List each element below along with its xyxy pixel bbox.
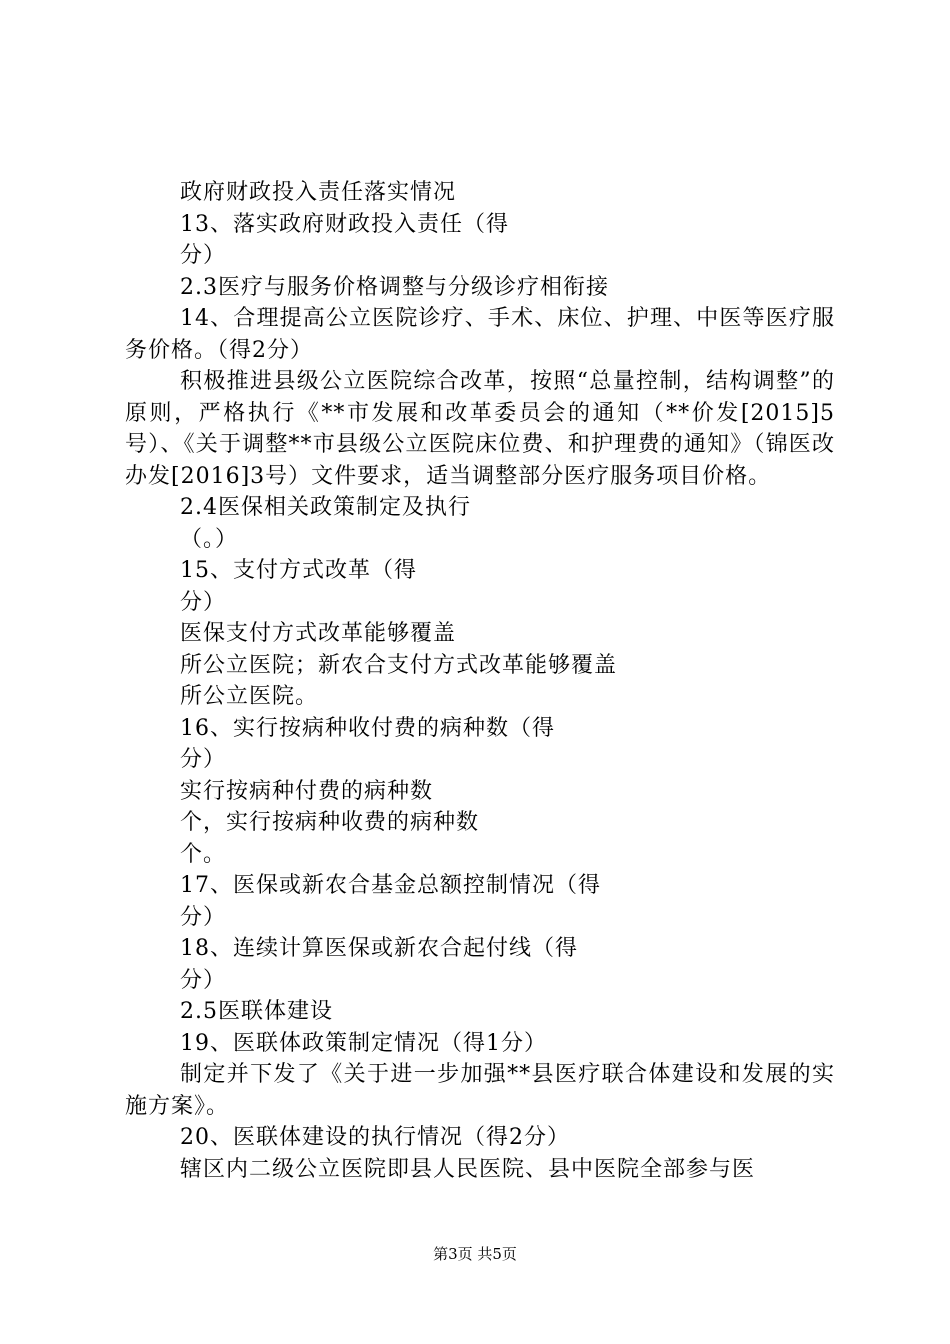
item-14-paragraph: 积极推进县级公立医院综合改革，按照“总量控制，结构调整”的原则，严格执行《**市发展和改革委员会的通知（**价发[2015]5号）、《关于调整**市县级公立医院床位费、和护理费的通知》（锦医改办发[2016]3号）文件要求，适当调整部分医疗服务项目价格。 <box>125 369 835 489</box>
text-line: 分） <box>180 589 227 615</box>
text-line: 分） <box>180 747 227 772</box>
text-line: 医保支付方式改革能够覆盖 <box>180 621 457 646</box>
text-line: 19、医联体政策制定情况（得1分） <box>180 1030 547 1056</box>
document-body <box>125 177 835 1185</box>
text-line: 20、医联体建设的执行情况（得2分） <box>180 1125 570 1150</box>
text-line: 16、实行按病种收付费的病种数（得 <box>180 715 555 741</box>
section-heading: 2.4医保相关政策制定及执行 <box>180 495 471 520</box>
text-line: 分） <box>180 904 227 930</box>
item-20-paragraph: 辖区内二级公立医院即县人民医院、县中医院全部参与医 <box>180 1156 756 1182</box>
text-line: 17、医保或新农合基金总额控制情况（得 <box>180 873 601 898</box>
page-footer: 第3页 共5页 <box>433 1245 517 1263</box>
text-line: 分） <box>180 243 227 268</box>
section-heading: 2.3医疗与服务价格调整与分级诊疗相衔接 <box>180 274 609 300</box>
text-line: （。） <box>180 526 239 552</box>
text-line: 所公立医院；新农合支付方式改革能够覆盖 <box>180 652 618 678</box>
item-19-paragraph: 制定并下发了《关于进一步加强**县医疗联合体建设和发展的实施方案》。 <box>125 1062 835 1119</box>
text-line: 13、落实政府财政投入责任（得 <box>180 211 509 237</box>
text-line: 个。 <box>180 841 227 867</box>
text-line: 实行按病种付费的病种数 <box>180 778 434 804</box>
text-line: 个，实行按病种收费的病种数 <box>180 810 480 835</box>
text-line: 15、支付方式改革（得 <box>180 558 417 583</box>
text-line: 分） <box>180 967 227 993</box>
text-line: 政府财政投入责任落实情况 <box>180 180 457 205</box>
text-line: 18、连续计算医保或新农合起付线（得 <box>180 936 578 961</box>
item-14-heading: 14、合理提高公立医院诊疗、手术、床位、护理、中医等医疗服务价格。（得2分） <box>125 306 835 363</box>
section-heading: 2.5医联体建设 <box>180 999 333 1024</box>
text-line: 所公立医院。 <box>180 684 319 709</box>
